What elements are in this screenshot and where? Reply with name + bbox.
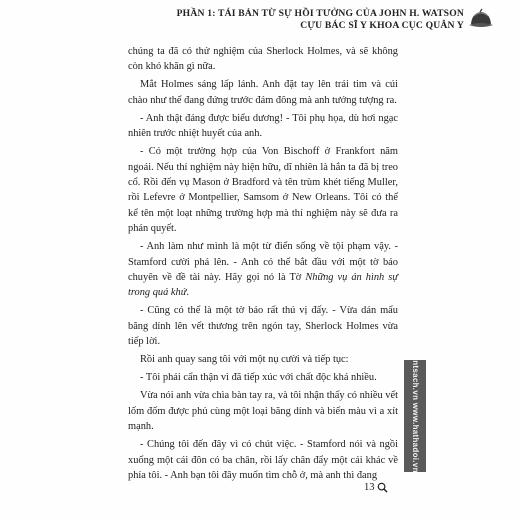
- paragraph-10: - Chúng tôi đến đây vì có chút việc. - Stamford nói và ngồi xuống một cái đôn có ba chân, rồi lấy chân đẩy một cái khác về phía tôi. - Anh bạn tôi đây muốn tìm chỗ ở, mà anh thì đang: [128, 439, 398, 481]
- paragraph-6: - Cũng có thể là một tờ báo rất thú vị đấy. - Vừa dán mẩu băng dính lên vết thương trên ngón tay, Sherlock Holmes vừa tiếp lời.: [128, 305, 398, 348]
- paragraph-2: Mắt Holmes sáng lấp lánh. Anh đặt tay lên trái tim và cúi chào như thể đang đứng trước đám đông mà anh tưởng tượng ra.: [128, 79, 398, 106]
- page-number-text: 13: [364, 482, 375, 493]
- italic-book-title: Những vụ án hình sự trong quá khứ: [128, 272, 398, 299]
- paragraph-3: - Anh thật đáng được biểu dương! - Tôi phụ họa, dù hơi ngạc nhiên trước nhiệt huyết của anh.: [128, 112, 398, 140]
- deerstalker-hat-icon: [466, 4, 496, 34]
- side-tab-text: ntsach.vn www.hathadoi.vn: [410, 359, 420, 473]
- header-line-1: PHẦN 1: TÁI BẢN TỪ SỰ HỒI TƯỞNG CỦA JOHN H. WATSON: [176, 8, 464, 19]
- magnifying-glass-icon: [377, 482, 388, 493]
- header-line-2: CỰU BÁC SĨ Y KHOA CỤC QUÂN Y: [300, 20, 464, 31]
- side-tab-watermark: [404, 360, 426, 472]
- paragraph-1: chúng ta đã có thử nghiệm của Sherlock Holmes, và sẽ không còn khó khăn gì nữa.: [128, 46, 398, 73]
- paragraph-4: - Có một trường hợp của Von Bischoff ở Frankfort năm ngoái. Nếu thí nghiệm này hiện hữu, dĩ nhiên là hắn ta đã bị treo cổ. Rồi đến vụ Mason ở Bradford và tên trùm khét tiếng Muller, rồi Lefevre ở Montpellier, Samsom ở New Orleans. Tôi có thể kể tên một loạt những trường hợp mà thí nghiệm này sẽ đưa ra phán quyết.: [128, 146, 398, 235]
- paragraph-5-text: - Anh làm như mình là một từ điển sống về tội phạm vậy. - Stamford cười phá lên. - Anh có thể bắt đầu với một tờ báo chuyên về đề tài này. Hãy gọi nó là Tờ: [128, 241, 398, 284]
- paragraph-5-end: .: [186, 287, 189, 299]
- paragraph-8: - Tôi phải cẩn thận vì đã tiếp xúc với chất độc khá nhiều.: [140, 372, 377, 384]
- paragraph-5: [128, 239, 398, 301]
- paragraph-7: Rồi anh quay sang tôi với một nụ cười và tiếp tục:: [140, 354, 349, 366]
- page-number: [364, 482, 388, 493]
- main-text: [128, 44, 398, 486]
- running-header: [150, 8, 464, 32]
- paragraph-9: Vừa nói anh vừa chìa bàn tay ra, và tôi nhận thấy có nhiều vết lốm đốm được phủ cùng một loại băng dính và biến màu vì a xít mạnh.: [128, 390, 398, 433]
